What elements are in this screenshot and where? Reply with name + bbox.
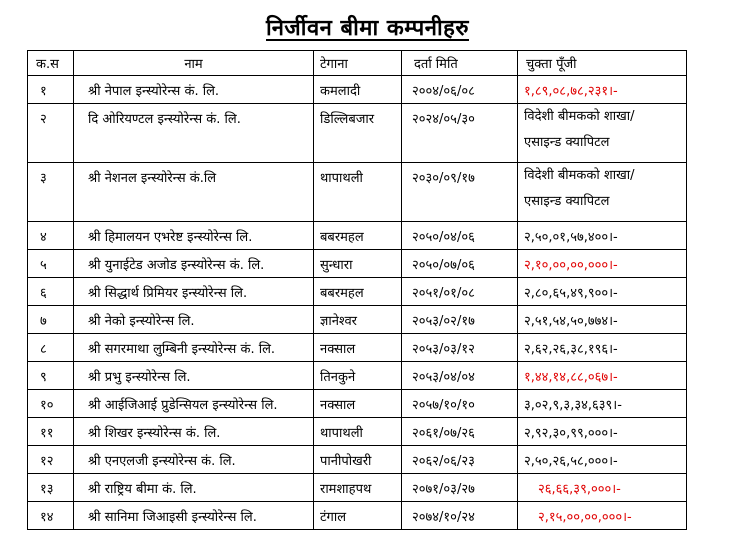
cell-date: २०५३/०३/१२ xyxy=(402,334,518,362)
cell-capital xyxy=(518,76,687,104)
table-row xyxy=(28,362,687,390)
capital-value: २,५०,२६,५८,०००।- xyxy=(524,453,618,469)
cell-name: श्री शिखर इन्स्योरेन्स कं. लि. xyxy=(74,418,314,446)
cell-capital xyxy=(518,446,687,474)
table-row xyxy=(28,222,687,250)
table-row xyxy=(28,474,687,502)
cell-address: सुन्धारा xyxy=(314,250,402,278)
cell-address: थापाथली xyxy=(314,163,402,222)
insurance-table xyxy=(27,50,687,530)
capital-value: २,१५,००,००,०००।- xyxy=(538,509,632,525)
header-date: दर्ता मिति xyxy=(402,51,518,76)
cell-sn: १० xyxy=(28,390,74,418)
cell-sn: ११ xyxy=(28,418,74,446)
cell-capital xyxy=(518,163,687,222)
page-title: निर्जीवन बीमा कम्पनीहरु xyxy=(266,15,469,41)
cell-date: २०७४/१०/२४ xyxy=(402,502,518,530)
cell-address: तिनकुने xyxy=(314,362,402,390)
cell-name: श्री आईजिआई प्रुडेन्सियल इन्स्योरेन्स लि. xyxy=(74,390,314,418)
cell-date: २००४/०६/०८ xyxy=(402,76,518,104)
capital-value: २,६२,२६,३८,१९६।- xyxy=(524,341,618,357)
cell-capital xyxy=(518,334,687,362)
cell-name: श्री सगरमाथा लुम्बिनी इन्स्योरेन्स कं. लि. xyxy=(74,334,314,362)
capital-value: २,५०,०१,५७,४००।- xyxy=(524,229,618,245)
cell-capital xyxy=(518,390,687,418)
capital-value: २,१०,००,००,०००।- xyxy=(524,257,618,273)
cell-sn: १४ xyxy=(28,502,74,530)
cell-date: २०२४/०५/३० xyxy=(402,104,518,163)
cell-name: श्री हिमालयन एभरेष्ट इन्स्योरेन्स लि. xyxy=(74,222,314,250)
cell-capital xyxy=(518,222,687,250)
table-row xyxy=(28,250,687,278)
capital-line: विदेशी बीमकको शाखा/ xyxy=(524,168,635,183)
cell-date: २०५३/०२/१७ xyxy=(402,306,518,334)
cell-date: २०५७/१०/१० xyxy=(402,390,518,418)
cell-address: नक्साल xyxy=(314,334,402,362)
cell-capital xyxy=(518,278,687,306)
cell-address: टंगाल xyxy=(314,502,402,530)
table-row xyxy=(28,446,687,474)
table-row xyxy=(28,418,687,446)
table-row xyxy=(28,306,687,334)
cell-address: डिल्लिबजार xyxy=(314,104,402,163)
cell-name: श्री एनएलजी इन्स्योरेन्स कं. लि. xyxy=(74,446,314,474)
cell-name: श्री नेशनल इन्स्योरेन्स कं.लि xyxy=(74,163,314,222)
cell-sn: १२ xyxy=(28,446,74,474)
cell-name: श्री राष्ट्रिय बीमा कं. लि. xyxy=(74,474,314,502)
cell-name: श्री सानिमा जिआइसी इन्स्योरेन्स लि. xyxy=(74,502,314,530)
header-name: नाम xyxy=(74,51,314,76)
table-body xyxy=(28,76,687,530)
cell-capital xyxy=(518,104,687,163)
cell-name: श्री युनाईटेड अजोड इन्स्योरेन्स कं. लि. xyxy=(74,250,314,278)
cell-name: श्री प्रभु इन्स्योरेन्स लि. xyxy=(74,362,314,390)
header-capital: चुक्ता पूँजी xyxy=(518,51,687,76)
cell-date: २०६१/०७/२६ xyxy=(402,418,518,446)
table-row xyxy=(28,163,687,222)
table-header-row xyxy=(28,51,687,76)
table-row xyxy=(28,502,687,530)
cell-capital xyxy=(518,306,687,334)
cell-date: २०७१/०३/२७ xyxy=(402,474,518,502)
cell-sn: ४ xyxy=(28,222,74,250)
cell-address: कमलादी xyxy=(314,76,402,104)
header-address: टेगाना xyxy=(314,51,402,76)
cell-address: ज्ञानेश्वर xyxy=(314,306,402,334)
capital-line: एसाइन्ड क्यापिटल xyxy=(524,194,610,209)
cell-address: पानीपोखरी xyxy=(314,446,402,474)
capital-value: २,८०,६५,४९,९००।- xyxy=(524,285,618,301)
cell-date: २०५०/०७/०६ xyxy=(402,250,518,278)
cell-sn: ६ xyxy=(28,278,74,306)
table-row xyxy=(28,104,687,163)
cell-name: दि ओरियण्टल इन्स्योरेन्स कं. लि. xyxy=(74,104,314,163)
cell-name: श्री नेको इन्स्योरेन्स लि. xyxy=(74,306,314,334)
cell-address: बबरमहल xyxy=(314,278,402,306)
cell-capital xyxy=(518,250,687,278)
capital-value: १,४४,१४,८८,०६७।- xyxy=(524,369,618,385)
capital-value: २६,६६,३९,०००।- xyxy=(538,481,621,497)
cell-date: २०५०/०४/०६ xyxy=(402,222,518,250)
capital-line: विदेशी बीमकको शाखा/ xyxy=(524,109,635,124)
cell-name: श्री सिद्धार्थ प्रिमियर इन्स्योरेन्स लि. xyxy=(74,278,314,306)
cell-sn: १ xyxy=(28,76,74,104)
capital-value: १,८९,०८,७८,२३१।- xyxy=(524,83,618,99)
cell-address: थापाथली xyxy=(314,418,402,446)
cell-sn: २ xyxy=(28,104,74,163)
cell-sn: ३ xyxy=(28,163,74,222)
capital-line: एसाइन्ड क्यापिटल xyxy=(524,135,610,150)
table-row xyxy=(28,334,687,362)
cell-name: श्री नेपाल इन्स्योरेन्स कं. लि. xyxy=(74,76,314,104)
cell-date: २०३०/०९/१७ xyxy=(402,163,518,222)
cell-address: नक्साल xyxy=(314,390,402,418)
capital-value: २,५१,५४,५०,७७४।- xyxy=(524,313,618,329)
cell-capital xyxy=(518,474,687,502)
table-row xyxy=(28,390,687,418)
page-title-wrap xyxy=(0,12,735,42)
cell-date: २०५३/०४/०४ xyxy=(402,362,518,390)
cell-sn: ९ xyxy=(28,362,74,390)
cell-sn: ८ xyxy=(28,334,74,362)
table-row xyxy=(28,278,687,306)
cell-capital xyxy=(518,502,687,530)
cell-capital xyxy=(518,418,687,446)
header-sn: क.स xyxy=(28,51,74,76)
cell-address: बबरमहल xyxy=(314,222,402,250)
capital-value: २,९२,३०,९९,०००।- xyxy=(524,425,618,441)
cell-date: २०५१/०१/०८ xyxy=(402,278,518,306)
cell-capital xyxy=(518,362,687,390)
cell-sn: १३ xyxy=(28,474,74,502)
cell-address: रामशाहपथ xyxy=(314,474,402,502)
table-row xyxy=(28,76,687,104)
cell-sn: ७ xyxy=(28,306,74,334)
capital-value: ३,०२,९,३,३४,६३९।- xyxy=(524,397,622,413)
cell-sn: ५ xyxy=(28,250,74,278)
cell-date: २०६२/०६/२३ xyxy=(402,446,518,474)
